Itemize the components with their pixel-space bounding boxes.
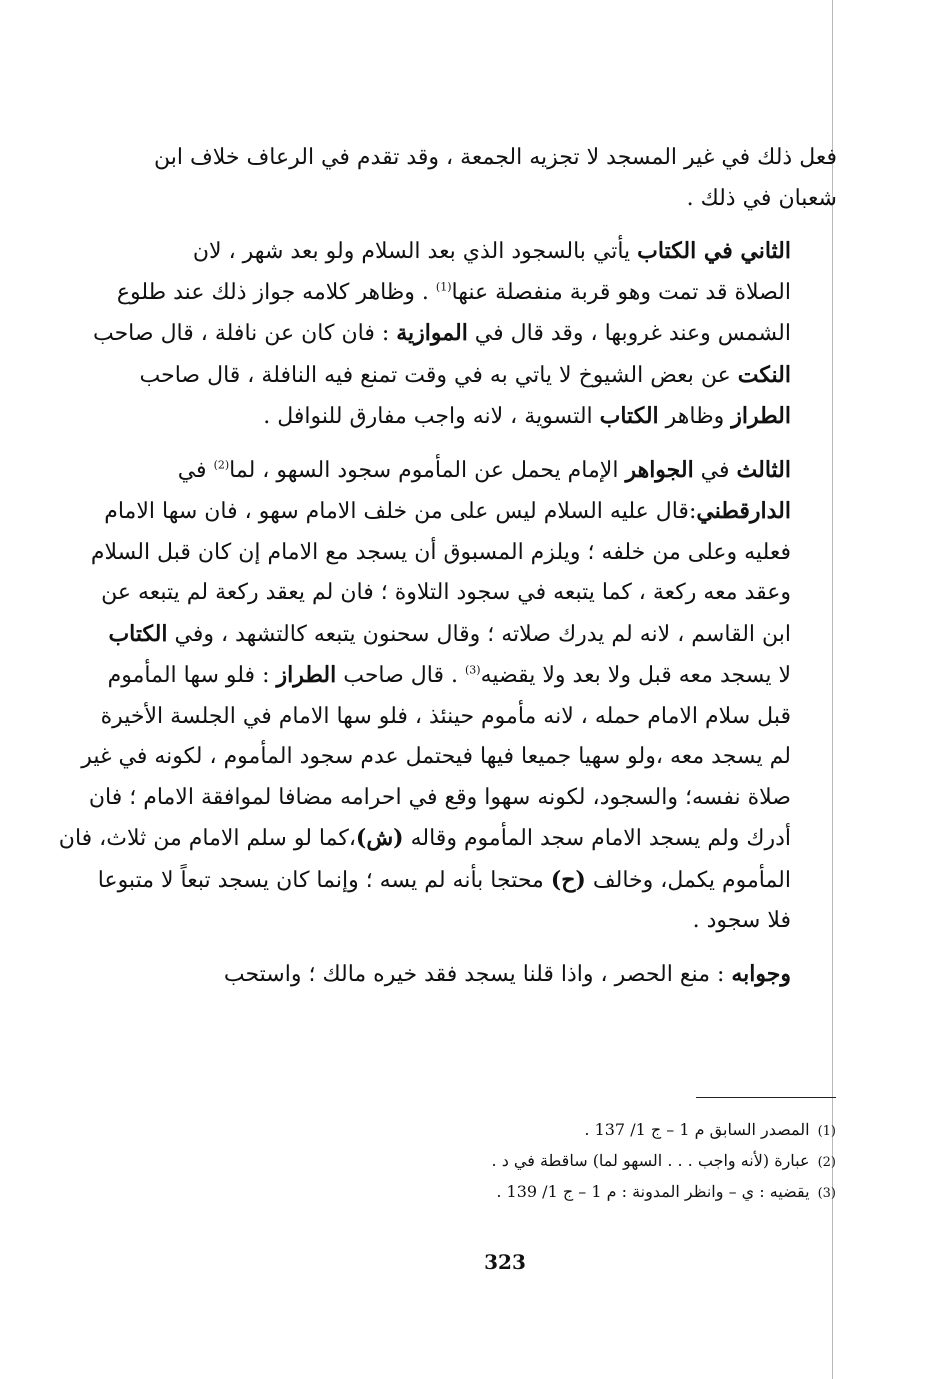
paragraph <box>58 450 837 942</box>
text-line <box>97 860 837 902</box>
text-line <box>104 491 837 533</box>
text-segment: المأموم يكمل، وخالف <box>585 867 791 893</box>
text-segment: فعل ذلك في غير المسجد لا تجزيه الجمعة ، وقد تقدم في الرعاف خلاف ابن <box>153 145 837 170</box>
footnote-item <box>380 1146 836 1177</box>
bold-term: الثالث <box>736 456 791 483</box>
footnote-text: المصدر السابق م 1 – ج 1/ 137 . <box>584 1120 810 1139</box>
footnote-text: عبارة (لأنه واجب . . . السهو لما) ساقطة في د . <box>491 1151 810 1170</box>
main-text <box>58 138 837 1007</box>
text-line <box>172 179 837 220</box>
text-segment: شعبان في ذلك . <box>686 185 837 211</box>
bold-term: الكتاب <box>637 238 697 264</box>
bold-term: النكت <box>737 361 791 388</box>
footnote-separator <box>696 1097 836 1098</box>
text-segment: التسوية ، لانه واجب مفارق للنوافل . <box>263 404 600 429</box>
text-segment: وظاهر <box>658 404 732 429</box>
text-line <box>172 954 837 996</box>
text-segment: فلا سجود . <box>692 908 791 933</box>
text-segment: : منع الحصر ، واذا قلنا يسجد فقد خيره مالك ؛ واستحب <box>223 961 732 987</box>
text-segment: أدرك ولم يسجد الامام سجد المأموم وقاله <box>403 826 791 851</box>
text-segment: في <box>693 457 737 483</box>
footnote-reference: (3) <box>465 663 481 677</box>
footnote-number: (3) <box>817 1186 836 1201</box>
bold-term: الكتاب <box>108 620 168 647</box>
footnote-number: (2) <box>817 1155 836 1170</box>
footnote-number: (1) <box>817 1124 836 1139</box>
text-segment: عن بعض الشيوخ لا ياتي به في وقت تمنع فيه النافلة ، قال صاحب <box>139 362 738 388</box>
text-line <box>108 614 837 656</box>
text-line <box>81 737 837 778</box>
text-line <box>172 231 837 273</box>
bold-term: الدارقطني <box>696 498 791 524</box>
text-line <box>172 901 837 942</box>
footnote-text: يقضيه : ي – وانظر المدونة : م 1 – ج 1/ 139 . <box>496 1182 810 1201</box>
footnotes <box>380 1115 836 1208</box>
bold-term: (ش) <box>355 825 404 851</box>
bold-term: الثاني في <box>696 238 791 264</box>
text-line <box>107 655 837 697</box>
bold-term: الطراز <box>276 662 337 688</box>
text-line <box>153 138 837 179</box>
paragraph <box>172 954 837 996</box>
bold-term: الكتاب <box>599 403 659 429</box>
text-segment: . وظاهر كلامه جواز ذلك عند طلوع <box>116 279 436 305</box>
text-line <box>92 313 837 355</box>
footnote-item <box>380 1177 836 1208</box>
text-line <box>116 273 837 314</box>
text-line <box>101 573 837 614</box>
text-segment: صلاة نفسه؛ والسجود، لكونه سهوا وقع في احرامه مضافا لموافقة الامام ؛ فان <box>88 784 791 810</box>
paragraph <box>92 231 837 438</box>
text-line <box>172 450 837 492</box>
footnote-reference: (1) <box>435 280 452 294</box>
footnote-reference: (2) <box>213 458 230 472</box>
text-segment: لا يسجد معه قبل ولا بعد ولا يقضيه <box>480 663 791 688</box>
text-segment: : فان كان عن نافلة ، قال صاحب <box>92 321 397 346</box>
text-line <box>90 533 837 574</box>
text-segment: محتجا بأنه لم يسه ؛ وإنما كان يسجد تبعاً لا متبوعا <box>97 867 551 893</box>
page-number: 323 <box>484 1250 526 1274</box>
bold-term: (ح) <box>550 866 586 893</box>
text-segment: . قال صاحب <box>336 663 465 688</box>
text-segment: :قال عليه السلام ليس على من خلف الامام سهو ، فان سها الامام <box>104 499 697 524</box>
bold-term: الجواهر <box>625 456 694 483</box>
text-segment: الإمام يحمل عن المأموم سجود السهو ، لما <box>229 457 626 483</box>
text-segment: في <box>177 457 214 483</box>
text-segment: الصلاة قد تمت وهو قربة منفصلة عنها <box>451 279 791 305</box>
text-line <box>172 396 837 438</box>
bold-term: الطراز <box>731 403 791 429</box>
footnote-item <box>380 1115 836 1146</box>
paragraph <box>153 138 837 219</box>
text-line <box>139 355 837 397</box>
text-segment: قبل سلام الامام حمله ، لانه مأموم حينئذ ، فلو سها الامام في الجلسة الأخيرة <box>100 703 791 729</box>
text-segment: ابن القاسم ، لانه لم يدرك صلاته ؛ وقال سحنون يتبعه كالتشهد ، وفي <box>167 621 791 647</box>
text-segment: وعقد معه ركعة ، كما يتبعه في سجود التلاوة ؛ فان لم يعقد ركعة لم يتبعه عن <box>101 580 791 605</box>
text-segment: يأتي بالسجود الذي بعد السلام ولو بعد شهر ، لان <box>192 239 638 264</box>
bold-term: وجوابه <box>731 960 791 987</box>
text-segment: ،كما لو سلم الامام من ثلاث، فان <box>58 826 356 851</box>
text-line <box>100 697 837 738</box>
text-segment: : فلو سها المأموم <box>107 663 277 688</box>
bold-term: الموازية <box>396 320 468 346</box>
text-line <box>58 818 837 860</box>
text-segment: الشمس وعند غروبها ، وقد قال في <box>467 321 791 346</box>
text-segment: فعليه وعلى من خلفه ؛ ويلزم المسبوق أن يسجد مع الامام إن كان قبل السلام <box>90 539 791 565</box>
text-line <box>88 778 837 819</box>
text-segment: لم يسجد معه ،ولو سهيا جميعا فيها فيحتمل عدم سجود المأموم ، لكونه في غير <box>81 744 791 769</box>
